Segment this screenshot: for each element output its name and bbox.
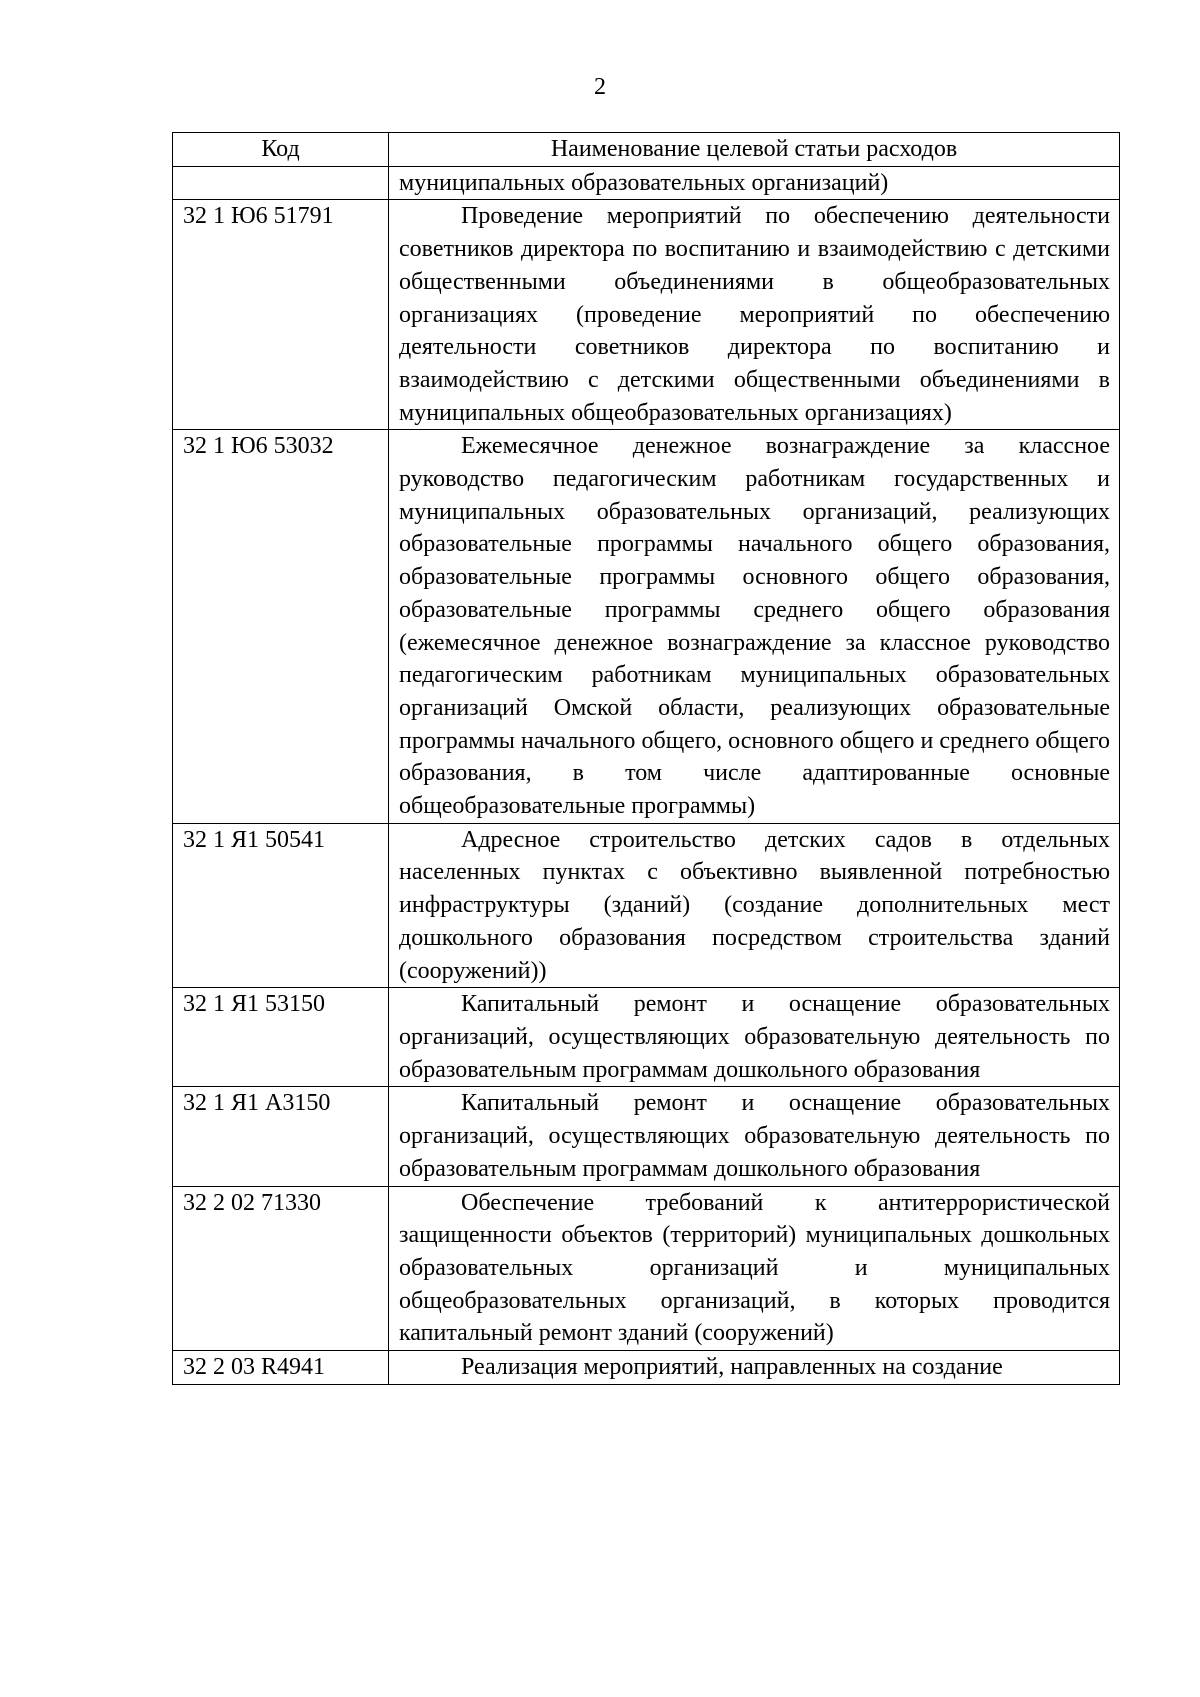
row-code: 32 1 Я1 А3150: [173, 1087, 389, 1186]
table-row: [173, 1186, 1120, 1351]
row-name: Проведение мероприятий по обеспечению деятельности советников директора по воспитанию и взаимодействию с детскими общественными объединениями в общеобразовательных организациях (проведение мероприятий по обеспечению деятельности советников директора по воспитанию и взаимодействию с детскими общественными объединениями в муниципальных общеобразовательных организациях): [399, 203, 1110, 426]
row-name-cell: [389, 200, 1120, 430]
row-name: Ежемесячное денежное вознаграждение за классное руководство педагогическим работникам государственных и муниципальных образовательных организаций, реализующих образовательные программы начального общего образования, образовательные программы основного общего образования, образовательные программы среднего общего образования (ежемесячное денежное вознаграждение за классное руководство педагогическим работникам муниципальных образовательных организаций Омской области, реализующих образовательные программы начального общего, основного общего и среднего общего образования, в том числе адаптированные основные общеобразовательные программы): [399, 433, 1110, 820]
row-code: 32 1 Ю6 51791: [173, 200, 389, 430]
expense-items-table: [172, 132, 1120, 1385]
row-name: Реализация мероприятий, направленных на создание: [461, 1354, 1003, 1381]
table-row: [173, 823, 1120, 988]
row-name-cell: [389, 166, 1120, 200]
row-code: 32 1 Я1 50541: [173, 823, 389, 988]
row-code: 32 1 Я1 53150: [173, 988, 389, 1087]
table-row: [173, 1087, 1120, 1186]
page-number: 2: [594, 74, 606, 100]
table-row: [173, 200, 1120, 430]
row-name-cell: [389, 1186, 1120, 1351]
row-name: Адресное строительство детских садов в отдельных населенных пунктах с объективно выявленной потребностью инфраструктуры (зданий) (создание дополнительных мест дошкольного образования посредством строительства зданий (сооружений)): [399, 826, 1110, 984]
row-name: Капитальный ремонт и оснащение образовательных организаций, осуществляющих образовательную деятельность по образовательным программам дошкольного образования: [399, 991, 1110, 1083]
table-row: [173, 166, 1120, 200]
row-name-cell: [389, 1351, 1120, 1385]
table-header-row: [173, 133, 1120, 167]
row-name: муниципальных образовательных организаций): [399, 169, 889, 196]
table-row: [173, 1351, 1120, 1385]
row-name: Обеспечение требований к антитеррористической защищенности объектов (территорий) муниципальных дошкольных образовательных организаций и муниципальных общеобразовательных организаций, в которых проводится капитальный ремонт зданий (сооружений): [399, 1189, 1110, 1347]
row-code: 32 2 03 R4941: [173, 1351, 389, 1385]
table-row: [173, 430, 1120, 823]
row-name: Капитальный ремонт и оснащение образовательных организаций, осуществляющих образовательную деятельность по образовательным программам дошкольного образования: [399, 1090, 1110, 1182]
column-header-code: Код: [173, 133, 389, 167]
row-name-cell: [389, 823, 1120, 988]
column-header-name: Наименование целевой статьи расходов: [389, 133, 1120, 167]
row-code: [173, 166, 389, 200]
row-name-cell: [389, 430, 1120, 823]
row-name-cell: [389, 988, 1120, 1087]
row-code: 32 1 Ю6 53032: [173, 430, 389, 823]
row-name-cell: [389, 1087, 1120, 1186]
table-row: [173, 988, 1120, 1087]
row-code: 32 2 02 71330: [173, 1186, 389, 1351]
